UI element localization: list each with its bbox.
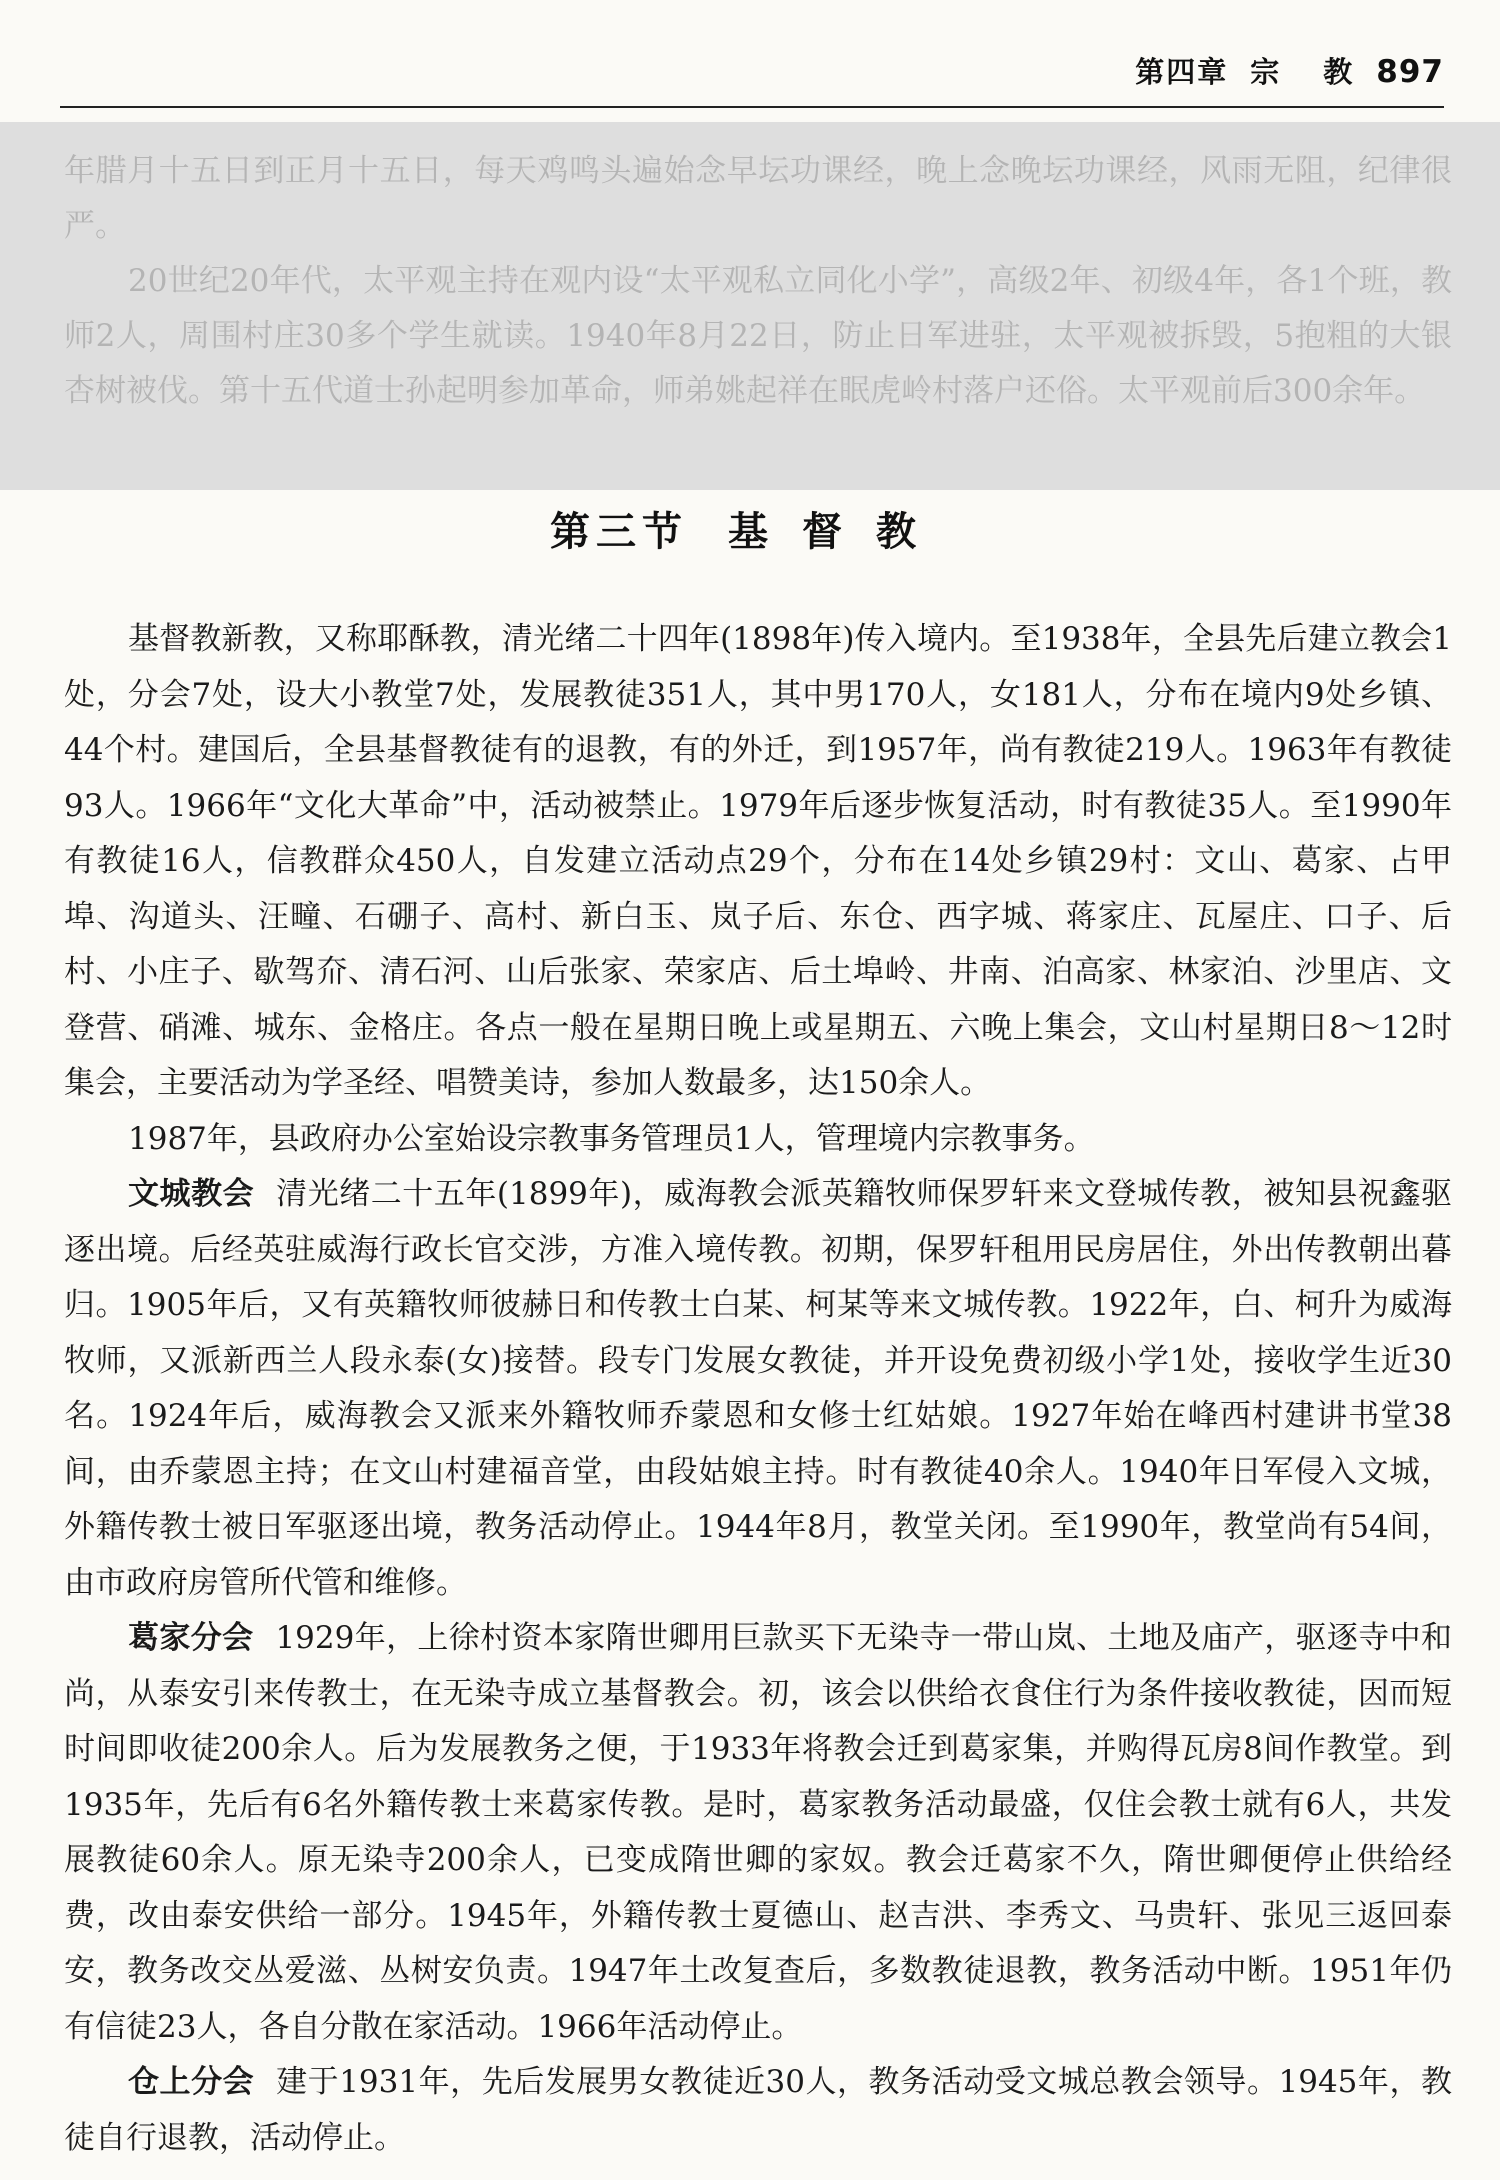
paragraph-administration: 1987年，县政府办公室始设宗教事务管理员1人，管理境内宗教事务。 <box>128 1120 1095 1157</box>
page-header <box>0 0 1500 110</box>
header-chapter: 第四章 <box>1135 55 1229 89</box>
section-number: 第三节 <box>550 508 688 555</box>
faded-previous-text-block <box>0 122 1500 490</box>
faded-paragraph-2: 20世纪20年代，太平观主持在观内设“太平观私立同化小学”，高级2年、初级4年，各1个班，教师2人，周围村庄30多个学生就读。1940年8月22日，防止日军进驻，太平观被拆毁，5抱粗的大银杏树被伐。第十五代道士孙起明参加革命，师弟姚起祥在眠虎岭村落户还俗。太平观前后300余年。 <box>64 263 1452 409</box>
term-gejia-branch: 葛家分会 <box>128 1620 254 1656</box>
paragraph-gejia-branch <box>64 1611 1452 2055</box>
body-text <box>64 612 1452 2166</box>
page-number: 897 <box>1376 54 1444 90</box>
faded-paragraph-1: 年腊月十五日到正月十五日，每天鸡鸣头遍始念早坛功课经，晚上念晚坛功课经，风雨无阻，纪律很严。 <box>64 153 1452 244</box>
cangshang-branch-text: 建于1931年，先后发展男女教徒近30人，教务活动受文城总教会领导。1945年，教徒自行退教，活动停止。 <box>64 2064 1452 2156</box>
paragraph-intro: 基督教新教，又称耶酥教，清光绪二十四年(1898年)传入境内。至1938年，全县先后建立教会1处，分会7处，设大小教堂7处，发展教徒351人，其中男170人，女181人，分布在境内9处乡镇、44个村。建国后，全县基督教徒有的退教，有的外迁，到1957年，尚有教徒219人。1963年有教徒93人。1966年“文化大革命”中，活动被禁止。1979年后逐步恢复活动，时有教徒35人。至1990年有教徒16人，信教群众450人，自发建立活动点29个，分布在14处乡镇29村：文山、葛家、占甲埠、沟道头、汪疃、石硼子、高村、新白玉、岚子后、东仓、西字城、蒋家庄、瓦屋庄、口子、后村、小庄子、歇驾夼、清石河、山后张家、荣家店、后土埠岭、井南、泊高家、林家泊、沙里店、文登营、硝滩、城东、金格庄。各点一般在星期日晚上或星期五、六晚上集会，文山村星期日8～12时集会，主要活动为学圣经、唱赞美诗，参加人数最多，达150余人。 <box>64 621 1452 1101</box>
term-wencheng-church: 文城教会 <box>128 1176 255 1212</box>
paragraph-cangshang-branch <box>64 2055 1452 2166</box>
paragraph-wencheng-church <box>64 1167 1452 1611</box>
header-section-char-1: 宗 <box>1250 55 1280 89</box>
header-section-char-2: 教 <box>1323 55 1353 89</box>
running-head <box>1135 50 1444 91</box>
gejia-branch-text: 1929年，上徐村资本家隋世卿用巨款买下无染寺一带山岚、土地及庙产，驱逐寺中和尚，从泰安引来传教士，在无染寺成立基督教会。初，该会以供给衣食住行为条件接收教徒，因而短时间即收徒200余人。后为发展教务之便，于1933年将教会迁到葛家集，并购得瓦房8间作教堂。到1935年，先后有6名外籍传教士来葛家传教。是时，葛家教务活动最盛，仅住会教士就有6人，共发展教徒60余人。原无染寺200余人，已变成隋世卿的家奴。教会迁葛家不久，隋世卿便停止供给经费，改由泰安供给一部分。1945年，外籍传教士夏德山、赵吉洪、李秀文、马贵轩、张见三返回泰安，教务改交丛爱滋、丛树安负责。1947年土改复查后，多数教徒退教，教务活动中断。1951年仍有信徒23人，各自分散在家活动。1966年活动停止。 <box>64 1620 1453 2045</box>
header-rule <box>60 106 1444 108</box>
wencheng-church-text: 清光绪二十五年(1899年)，威海教会派英籍牧师保罗轩来文登城传教，被知县祝鑫驱逐出境。后经英驻威海行政长官交涉，方准入境传教。初期，保罗轩租用民房居住，外出传教朝出暮归。1905年后，又有英籍牧师彼赫日和传教士白某、柯某等来文城传教。1922年，白、柯升为威海牧师，又派新西兰人段永泰(女)接替。段专门发展女教徒，并开设免费初级小学1处，接收学生近30名。1924年后，威海教会又派来外籍牧师乔蒙恩和女修士红姑娘。1927年始在峰西村建讲书堂38间，由乔蒙恩主持；在文山村建福音堂，由段姑娘主持。时有教徒40余人。1940年日军侵入文城，外籍传教士被日军驱逐出境，教务活动停止。1944年8月，教堂关闭。至1990年，教堂尚有54间，由市政府房管所代管和维修。 <box>64 1176 1453 1601</box>
section-title <box>0 500 1500 557</box>
section-name: 基督教 <box>728 508 950 555</box>
term-cangshang-branch: 仓上分会 <box>128 2064 255 2100</box>
